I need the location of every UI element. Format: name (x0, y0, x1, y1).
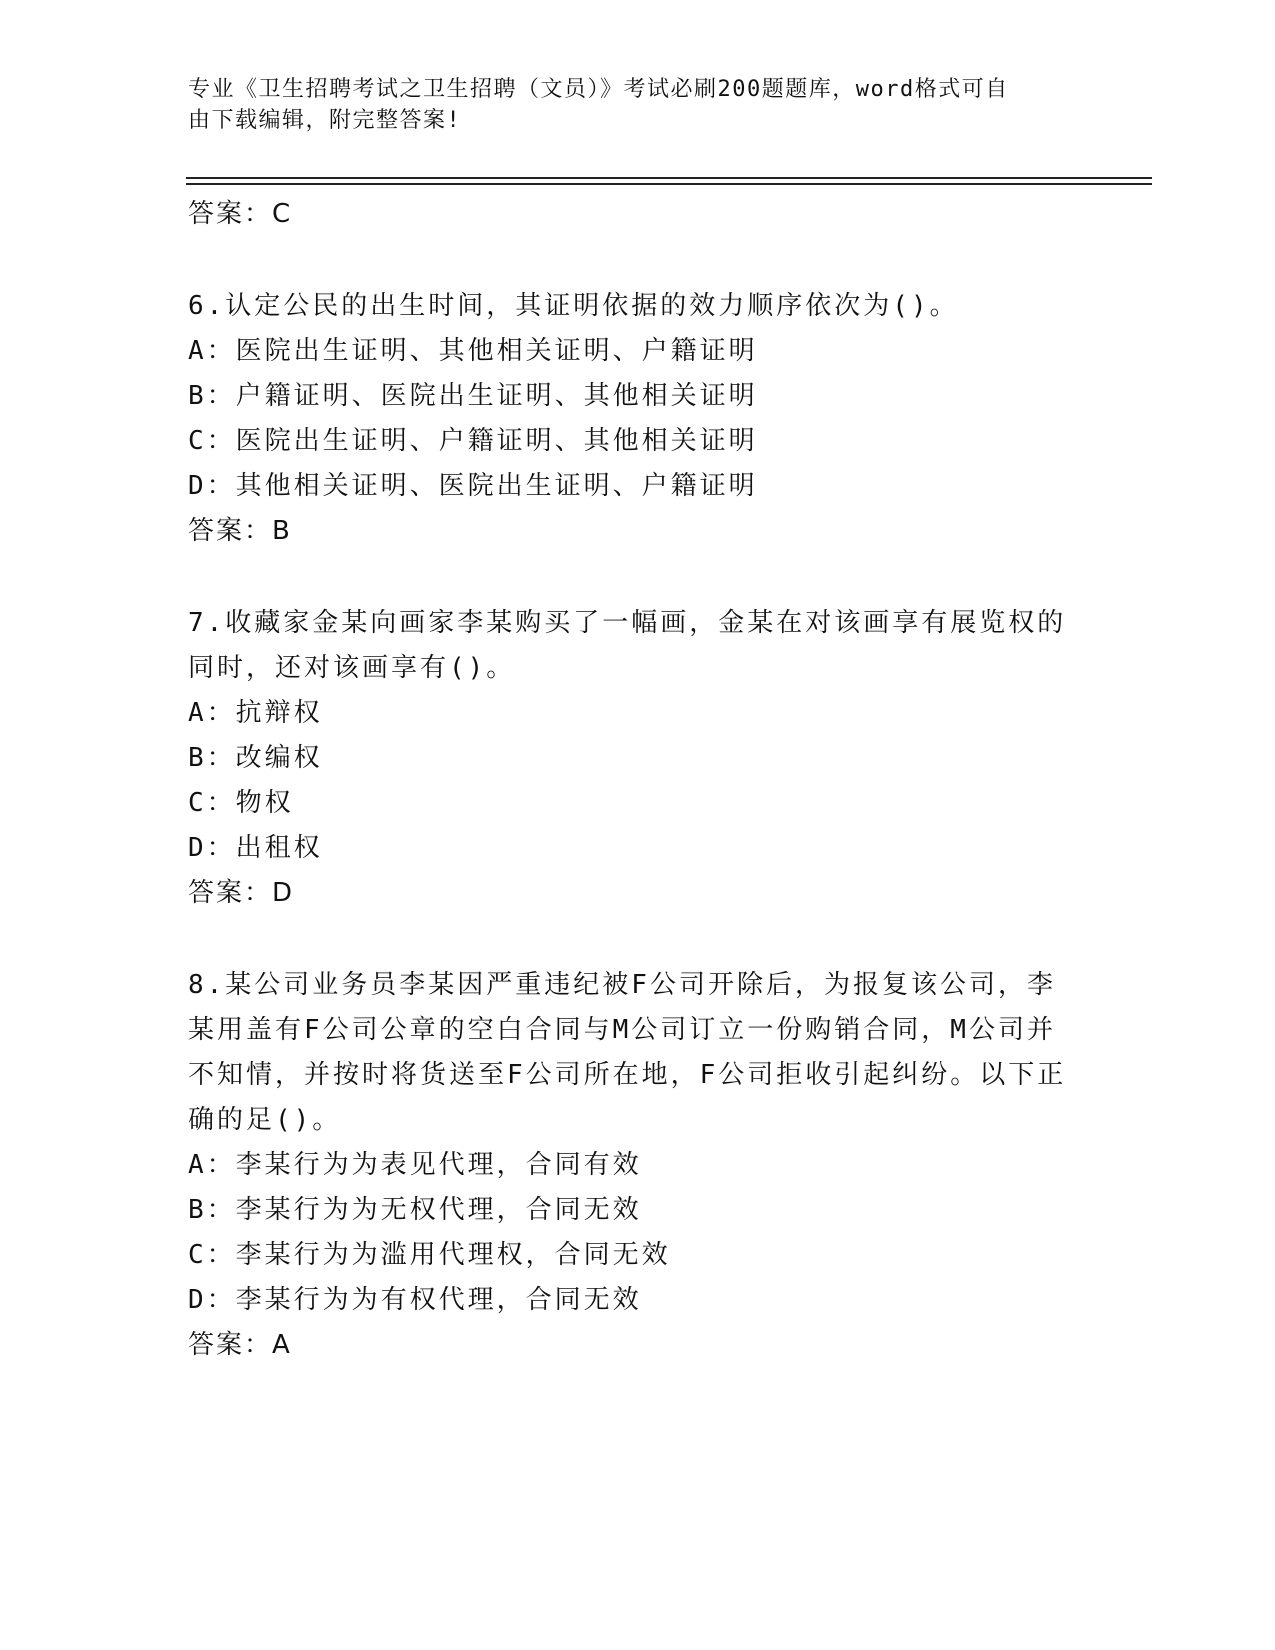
spacer (188, 237, 1088, 284)
option-c: C：医院出生证明、户籍证明、其他相关证明 (188, 426, 758, 456)
question-stem-line: 确的足()。 (188, 1105, 342, 1135)
option-c: C：李某行为为滥用代理权，合同无效 (188, 1240, 671, 1270)
answer-line: 答案：B (188, 516, 292, 546)
option-a: A：李某行为为表见代理，合同有效 (188, 1150, 642, 1180)
header-line-2: 由下载编辑，附完整答案! (188, 108, 462, 133)
question-stem-line: 7.收藏家金某向画家李某购买了一幅画，金某在对该画享有展览权的 (188, 608, 1067, 638)
answer-line: 答案：D (188, 878, 295, 908)
option-d: D：出租权 (188, 833, 323, 863)
spacer (188, 554, 1088, 601)
option-b: B：改编权 (188, 743, 323, 773)
question-stem-line: 某用盖有F公司公章的空白合同与M公司订立一份购销合同，M公司并 (188, 1015, 1056, 1045)
header-divider-top (186, 177, 1152, 179)
option-a: A：抗辩权 (188, 698, 323, 728)
option-c: C：物权 (188, 788, 294, 818)
question-6 (188, 284, 1088, 554)
question-stem-line: 同时，还对该画享有()。 (188, 653, 516, 683)
answer-line: 答案：C (188, 199, 293, 229)
question-7 (188, 601, 1088, 916)
question-stem-line: 不知情，并按时将货送至F公司所在地，F公司拒收引起纠纷。以下正 (188, 1060, 1067, 1090)
option-d: D：其他相关证明、医院出生证明、户籍证明 (188, 471, 758, 501)
header-line-1: 专业《卫生招聘考试之卫生招聘（文员）》考试必刷200题题库，word格式可自 (188, 77, 1009, 102)
question-content (188, 192, 1088, 1368)
document-header (188, 74, 1088, 136)
question-stem: 6.认定公民的出生时间，其证明依据的效力顺序依次为()。 (188, 291, 959, 321)
header-divider-bottom (186, 183, 1152, 185)
option-b: B：户籍证明、医院出生证明、其他相关证明 (188, 381, 758, 411)
option-d: D：李某行为为有权代理，合同无效 (188, 1285, 642, 1315)
option-a: A：医院出生证明、其他相关证明、户籍证明 (188, 336, 758, 366)
question-8 (188, 963, 1088, 1368)
answer-line: 答案：A (188, 1330, 292, 1360)
question-stem-line: 8.某公司业务员李某因严重违纪被F公司开除后，为报复该公司，李 (188, 970, 1056, 1000)
spacer (188, 916, 1088, 963)
option-b: B：李某行为为无权代理，合同无效 (188, 1195, 642, 1225)
